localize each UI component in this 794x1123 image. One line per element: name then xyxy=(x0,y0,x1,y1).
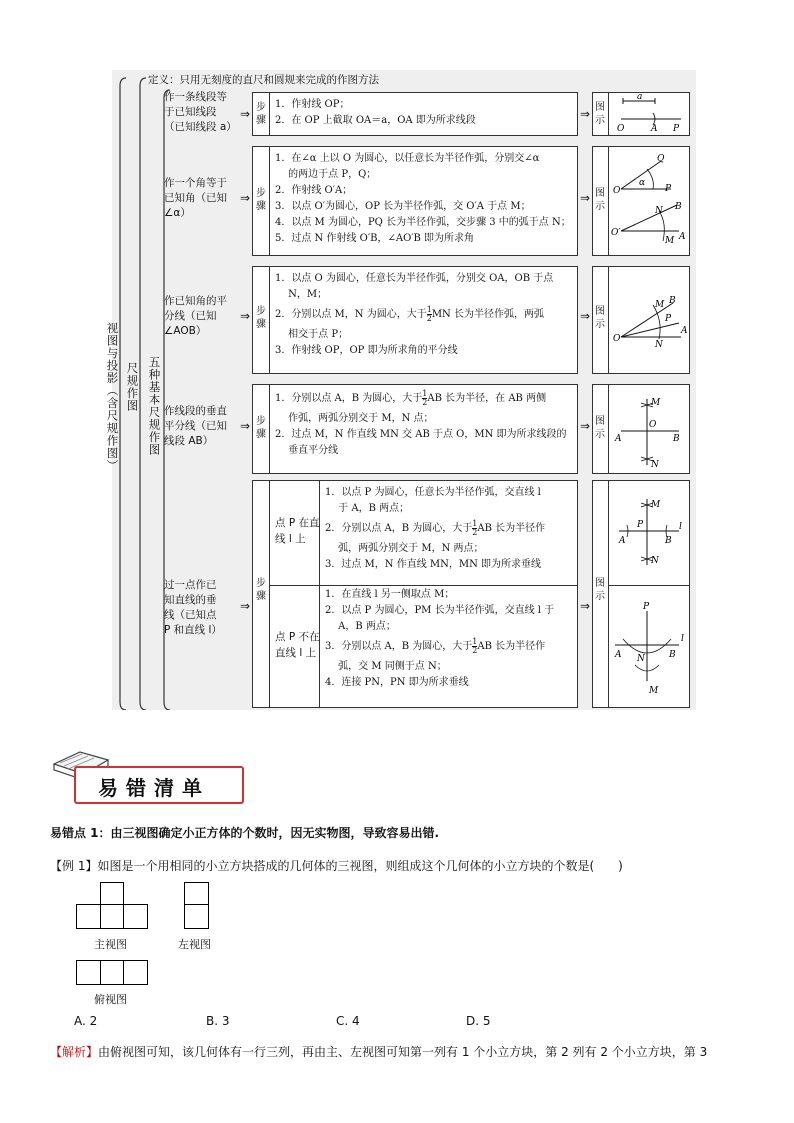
case2-label: 点 P 不在 直线 l 上 xyxy=(275,631,320,659)
fig-letter: M xyxy=(655,300,665,310)
fig-letter: A xyxy=(615,434,622,444)
row3-figure xyxy=(609,267,689,373)
figure-label: 图示 xyxy=(595,578,605,602)
fig-letter: M xyxy=(651,500,661,510)
fig-letter: O xyxy=(613,186,621,196)
option-c: C. 4 xyxy=(336,1014,360,1028)
case1-label: 点 P 在直 线 l 上 xyxy=(275,517,320,545)
fig-letter: N xyxy=(651,460,659,470)
row4-figure-box xyxy=(592,384,690,474)
fig-letter: l xyxy=(681,634,684,644)
option-a: A. 2 xyxy=(74,1014,98,1028)
arrow: ⇒ xyxy=(580,419,591,433)
option-b: B. 3 xyxy=(206,1014,230,1028)
fig-letter: A xyxy=(615,650,622,660)
fig-letter: α xyxy=(639,178,646,188)
row5-figure xyxy=(609,481,689,707)
row4-steps-box xyxy=(252,384,578,474)
row2-steps-box xyxy=(252,146,578,256)
steps-label: 步骤 xyxy=(256,102,266,126)
row1-steps-box xyxy=(252,92,578,136)
row5-steps-box xyxy=(252,480,578,708)
fraction: $\frac{1}{2}$ xyxy=(472,519,478,537)
steps-label: 步骤 xyxy=(256,188,266,212)
fig-letter: P xyxy=(665,184,672,194)
arrow: ⇒ xyxy=(580,191,591,205)
arrow: ⇒ xyxy=(240,419,251,433)
sub2-label: 五种基本尺规作图 xyxy=(147,356,162,456)
fig-letter: O xyxy=(617,124,625,134)
fig-letter: O′ xyxy=(611,228,621,238)
fig-letter: O xyxy=(613,334,621,344)
row1-figure-box xyxy=(592,92,690,136)
fig-letter: A xyxy=(619,536,626,546)
definition-text: 定义：只用无刻度的直尺和圆规来完成的作图方法 xyxy=(148,74,379,86)
row2-figure xyxy=(609,147,689,255)
arrow: ⇒ xyxy=(580,309,591,323)
fig-letter: B xyxy=(673,434,680,444)
fraction: $\frac{1}{2}$ xyxy=(426,305,432,323)
row2-topic: 作一个角等于 已知角（已知 ∠α） xyxy=(164,177,227,219)
row4-steps: 1．分别以点 A，B 为圆心，大于 $\frac{1}{2}$ AB 长为半径，在 AB 两侧 作弧，两弧分别交于 M，N 点； 2．过点 M，N 作直线 MN 交 AB 于点 O，MN 即为所求线段的 垂直平分线 xyxy=(275,389,567,456)
fig-letter: O xyxy=(649,420,657,430)
left-view-caption: 左视图 xyxy=(178,938,211,951)
fig-letter: l xyxy=(679,522,682,532)
top-view-caption: 俯视图 xyxy=(94,993,127,1006)
arrow: ⇒ xyxy=(240,107,251,121)
row1-figure xyxy=(609,93,689,135)
banner-title: 易错清单 xyxy=(98,776,210,800)
fig-letter: B xyxy=(665,536,672,546)
figure-label: 图示 xyxy=(595,188,605,212)
figure-label: 图示 xyxy=(595,306,605,330)
sub1-label: 尺规作图 xyxy=(125,362,140,412)
fig-letter: N xyxy=(655,340,663,350)
example-question: 【例 1】如图是一个用相同的小立方块搭成的几何体的三视图，则组成这个几何体的小立方块的个数是( ) xyxy=(50,859,623,873)
fig-letter: B xyxy=(669,296,676,306)
row3-steps: 1．以点 O 为圆心，任意长为半径作弧，分别交 OA，OB 于点 N，M； 2．分别以点 M，N 为圆心，大于 $\frac{1}{2}$ MN 长为半径作弧，两弧 相交于点 P； 3．作射线 OP，OP 即为所求角的平分线 xyxy=(275,273,554,356)
row5-figure-box xyxy=(592,480,690,708)
case1-steps: 1．以点 P 为圆心，任意长为半径作弧，交直线 l 于 A，B 两点； 2．分别以点 A，B 为圆心，大于 $\frac{1}{2}$ AB 长为半径作 弧，两弧分别交于 M，N 两点； 3．过点 M，N 作直线 MN，MN 即为所求垂线 xyxy=(325,487,546,570)
error-point: 易错点 1：由三视图确定小正方体的个数时，因无实物图，导致容易出错. xyxy=(50,826,440,840)
fig-letter: P xyxy=(637,520,644,530)
fig-letter: P xyxy=(665,314,672,324)
row3-steps-box xyxy=(252,266,578,374)
figure-label: 图示 xyxy=(595,416,605,440)
steps-label: 步骤 xyxy=(256,578,266,602)
arrow: ⇒ xyxy=(240,309,251,323)
row2-figure-box xyxy=(592,146,690,256)
row4-figure xyxy=(609,385,689,473)
row2-steps: 1．在∠α 上以 O 为圆心，以任意长为半径作弧，分别交∠α 的两边于点 P，Q； 2．作射线 O′A； 3．以点 O′为圆心，OP 长为半径作弧，交 O′A 于点 M； 4．以点 M 为圆心，PQ 长为半径作弧，交步骤 3 中的弧于点 N； 5．过点 N 作射线 O′B，∠AO′B 即为所求角 xyxy=(275,153,571,244)
figure-label: 图示 xyxy=(595,102,605,126)
fig-letter: P xyxy=(643,602,650,612)
arrow: ⇒ xyxy=(580,599,591,613)
fig-letter: M xyxy=(651,398,661,408)
case2-steps: 1．在直线 l 另一侧取点 M； 2．以点 P 为圆心，PM 长为半径作弧，交直线 l 于 A，B 两点； 3．分别以点 A，B 为圆心，大于 $\frac{1}{2}$ AB 长为半径作 弧，交 M 同侧于点 N； 4．连接 PN，PN 即为所求垂线 xyxy=(325,589,555,688)
fig-letter: N xyxy=(637,654,645,664)
fig-letter: N xyxy=(655,206,663,216)
fig-letter: B xyxy=(675,202,682,212)
knowledge-diagram xyxy=(105,70,696,710)
row5-topic: 过一点作已 知直线的垂 线（已知点 P 和直线 l） xyxy=(164,579,222,636)
front-view-caption: 主视图 xyxy=(94,938,127,951)
row3-topic: 作已知角的平 分线（已知 ∠AOB） xyxy=(164,295,227,337)
fig-letter: a xyxy=(637,93,643,102)
fig-letter: M xyxy=(649,686,659,696)
steps-label: 步骤 xyxy=(256,306,266,330)
fig-letter: P xyxy=(673,124,680,134)
fig-letter: A xyxy=(681,326,688,336)
fraction: $\frac{1}{2}$ xyxy=(422,389,428,407)
fig-letter: M xyxy=(665,236,675,246)
arrow: ⇒ xyxy=(580,107,591,121)
fraction: $\frac{1}{2}$ xyxy=(472,637,478,655)
arrow: ⇒ xyxy=(240,599,251,613)
row3-figure-box xyxy=(592,266,690,374)
row4-topic: 作线段的垂直 平分线（已知 线段 AB） xyxy=(164,405,227,447)
fig-letter: A xyxy=(651,124,658,134)
fig-letter: B xyxy=(669,650,676,660)
fig-letter: A xyxy=(679,232,686,242)
fig-letter: Q xyxy=(657,154,665,164)
row1-topic: 作一条线段等 于已知线段 （已知线段 a） xyxy=(164,91,237,133)
fig-letter: N xyxy=(651,556,659,566)
option-d: D. 5 xyxy=(466,1014,491,1028)
steps-label: 步骤 xyxy=(256,416,266,440)
row1-steps: 1．作射线 OP； 2．在 OP 上截取 OA＝a，OA 即为所求线段 xyxy=(275,99,476,126)
section-banner xyxy=(74,766,244,804)
bracket-lines xyxy=(112,70,172,710)
analysis: 【解析】由俯视图可知，该几何体有一行三列，再由主、左视图可知第一列有 1 个小立方块，第 2 列有 2 个小立方块，第 3 xyxy=(50,1045,708,1059)
arrow: ⇒ xyxy=(240,191,251,205)
root-label: 视图与投影（含尺规作图） xyxy=(105,322,120,472)
